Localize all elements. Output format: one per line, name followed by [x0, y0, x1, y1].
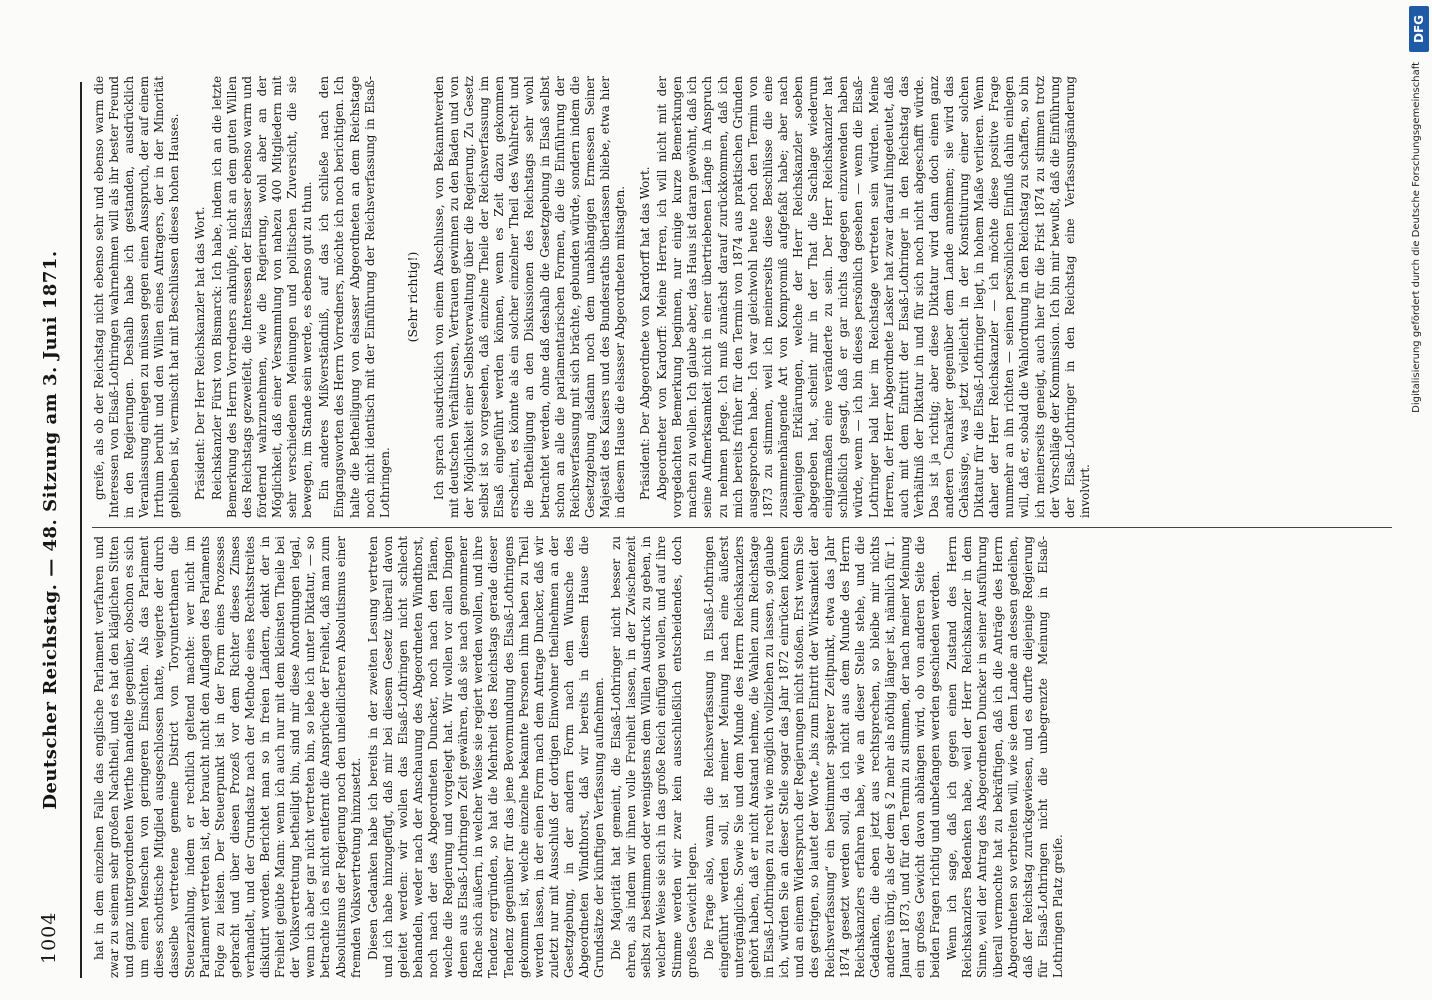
speaker-paragraph-kardorff: Abgeordneter von Kardorff: Meine Herren, ich will nicht mit der vorgedachten Bemerkung beginnen, nur einige kurze Bemerkungen machen zu wollen. Ich glaube aber, das Haus ist daran gewöhnt, daß ich seine Aufmerksamkeit nicht in einer übertriebenen Länge in Anspruch zu nehmen pflege. Ich muß zunächst darauf zurückkommen, daß ich mich bereits früher für den Termin von 1874 aus praktischen Gründen ausgesprochen habe. Ich war gleichwohl heute noch den Termin von 1873 zu stimmen, weil ich meinerseits diese Beschlüsse die eine zusammenhängende Art von Kompromiß aufgefaßt habe; aber nach denjenigen Erklärungen, welche der Herr Reichskanzler soeben abgegeben hat, scheint mir in der That die Sachlage wiederum einigermaßen eine veränderte zu sein. Der Herr Reichskanzler hat schließlich gesagt, daß er gar nichts dagegen einzuwenden haben würde, wenn — ich bin dieses persönlich gesehen — wenn die Elsaß-Lothringer bald hier im Reichstage vertreten sein würden. Meine Herren, der Herr Abgeordnete Lasker hat zwar darauf hingedeutet, daß auch mit dem Eintritt der Elsaß-Lothringer in den Reichstag das Verhältniß der Diktatur in und für sich noch nicht abgeschafft würde. Das ist ja richtig; aber diese Diktatur wird dann doch einen ganz anderen Charakter gegenüber dem Lande annehmen; sie wird das Gehässige, was jetzt vielleicht in der Konstituirung einer solchen Diktatur für die Elsaß-Lothringer liegt, in hohem Maße verlieren. Wenn daher der Herr Reichskanzler — ich möchte diese positive Frage nunmehr an ihn richten — seinen persönlichen Einfluß dahin einlegen will, daß er, sobald die Wahlordnung in den Reichstag zu schaffen, so bin ich meinerseits geneigt, auch hier für die Frist 1874 zu stimmen trotz der Vorschläge der Kommission. Ich bin mir bewußt, daß die Einführung der Elsaß-Lothringer in den Reichstag eine Verfassungsänderung involvirt. [655, 76, 1092, 518]
paragraph: Die Majorität hat gemeint, die Elsaß-Lothringer nicht besser zu ehren, als indem wir ihnen volle Freiheit lassen, in der Zwischenzeit selbst zu bestimmen oder wenigstens dem Willen Ausdruck zu geben, in welcher Weise sie sich in das große Reich einfügen wollen, und auf ihre Stimme werden wir zwar kein ausschließlich entscheidendes, doch großes Gewicht legen. [609, 536, 699, 978]
paragraph: Wenn ich sage, daß ich gegen einen Zustand des Herrn Reichskanzlers Bedenken habe, weil der Herr Reichskanzler in dem Sinne, weil der Antrag des Abgeordneten Duncker in seiner Ausführung überall vermochte hat zu bekräftigen, daß ich die Anträge des Herrn Abgeordneten so verbreiten will, wie sie dem Lande an dessen gedeihen, daß der Reichstag zurückgewiesen, und es durfte diejenige Regierung für Elsaß-Lothringen nicht die unbegrenzte Meinung in Elsaß-Lothringen Platz greife. [945, 536, 1065, 978]
funding-credit: Digitalisierung gefördert durch die Deutsche Forschungsgemeinschaft [1411, 62, 1422, 413]
paragraph: Ich sprach ausdrücklich von einem Abschlusse, von Bekanntwerden mit deutschen Verhältnissen, Vertrauen gewinnen zu den Baden und von der Möglichkeit einer Selbstverwaltung über die Regierung. Zu Gesetz selbst ist so vorgesehen, daß einzelne Theile der Reichsverfassung im Elsaß eingeführt werden können, wenn es Zeit dazu gekommen erscheint, es könnte als ein solcher einzelner Theil des Wahlrecht und die Betheiligung an den Diskussionen des Reichstags sehr wohl betrachtet werden, ohne daß deshalb die Gesetzgebung in Elsaß selbst schon an alle die parlamentarischen Formen, die die Einführung der Reichsverfassung mit sich brächte, gebunden würde, sondern indem die Gesetzgebung alsdann noch dem unabhängigen Ermessen Seiner Majestät des Kaisers und des Bundesraths überlassen bliebe, etwa hier in diesem Hause die elsasser Abgeordneten mitsagten. [431, 76, 627, 518]
running-title: Deutscher Reichstag. — 48. Sitzung am 3. Juni 1871. [40, 250, 61, 810]
page-header [36, 82, 76, 978]
interjection: (Sehr richtig!) [404, 251, 420, 343]
header-rule [80, 82, 82, 978]
dfg-logo: DFG [1409, 6, 1429, 52]
digitization-strip [1408, 0, 1432, 1000]
paragraph: Die Frage also, wann die Reichsverfassung in Elsaß-Lothringen eingeführt werden soll, ist meiner Meinung nach eine äußerst untergängliche. Sowie Sie und dem Munde des Herrn Reichskanzlers gehört haben, daß er nicht Anstand nehme, die Wahlen zum Reichstage in Elsaß-Lothringen zu recht wie möglich vollziehen zu lassen, so glaube ich, würden Sie an dieser Stelle sogar das Jahr 1872 einrücken können und an einem Widerspruch der Regierungen nicht stoßen. Erst wenn Sie des gestrigen, so lautet der Worte „bis zum Eintritt der Wirksamkeit der Reichsverfassung“ ein bestimmter späterer Zeitpunkt, etwa das Jahr 1874 gesetzt werden soll, da ich nicht aus dem Munde des Herrn Reichskanzlers erfahren habe, wie an dieser Stelle stehe, und die Gedanken, die eben jetzt aus rechtsprechen, so bleibe mir nichts anderes übrig, als der dem § 2 mehr als nöthig länger ist, nämlich für 1. Januar 1873, und für den Termin zu stimmen, der nach meiner Meinung ein großes Gewicht davon abhängen wird, ob von anderen Seite die beiden Fragen richtig und unbefangen werden geschieden werden. [701, 536, 943, 978]
column-divider [92, 527, 1392, 528]
speaker-paragraph-bismarck: Reichskanzler Fürst von Bismarck: Ich habe, indem ich an die letzte Bemerkung des Herrn Vorredners anknüpfe, nicht an dem guten Willen des Reichstags gezweifelt, die Interessen der Elsasser ebenso warm und fördernd wahrzunehmen, wie die Regierung, wohl aber an der Möglichkeit, daß einer Versammlung von nahezu 400 Mitgliedern mit sehr verschiedenen Meinungen und politischen Zuversicht, die sie bewegen, im Stande sein werde, es ebenso gut zu thun. [209, 76, 315, 518]
paragraph: hat in dem einzelnen Falle das englische Parlament verfahren und zwar zu seinem sehr großen Nachtheil, und es hat den kläglichen Sitten und ganz untergeordneten Werthe handelte gegenüber, obschon es sich um einen Menschen von geringeren Einsichten. Als das Parlament dieses schottische Mitglied ausgeschlossen hatte, weigerte der durch dasselbe vertretene gemeine District von Toryunterthanen die Steuerzahlung, indem er rechtlich geltend machte: wer nicht im Parlament vertreten ist, der braucht nicht den Auflagen des Parlaments Folge zu leisten. Der Steuerpunkt ist in der Form eines Prozesses gebracht und über diesen Prozeß vor dem Richter dieses Zinses verhandelt, und der Grundsatz nach der Methode eines Rechtsstreites diskutirt worden. Berichtet man so in freien Ländern, denkt der in Freiheit geübte Mann: wenn ich auch nur mit dem kleinsten Theile bei der Volksvertretung betheiligt bin, sind mir diese Anordnungen legal, wenn ich aber gar nicht vertreten bin, so lebe ich unter Diktatur, — so betrachte ich es nicht entfernt die Ansprüche der Freiheit, daß man zum Absolutismus der Regierung noch den unleidlicheren Absolutismus einer fremden Volksvertretung hinzusetzt. [92, 536, 363, 978]
speaker-paragraph-president: Präsident: Der Herr Reichskanzler hat das Wort. [192, 206, 207, 500]
page-number: 1004 [38, 911, 60, 964]
paragraph: greife, als ob der Reichstag nicht ebenso sehr und ebenso warm die Interessen von Elsaß-Lothringen wahrnehmen will als ihr bester Freund in den Regierungen. Deshalb habe ich gestanden, ausdrücklich Veranlassung einlegen zu müssen gegen einen Ausspruch, der auf einem Irrthum beruht und den Willen eines Antragers, der in der Minorität geblieben ist, vermischt hat mit Beschlüssen dieses hohen Hauses. [92, 76, 182, 518]
left-column [92, 536, 1392, 978]
paragraph: Diesen Gedanken habe ich bereits in der zweiten Lesung vertreten und ich habe hinzugefügt, daß mir bei diesem Gesetz überall davon geleitet werden: wir wollen das Elsaß-Lothringen nicht schlecht behandeln, weder nach der Anschauung des Abgeordneten Windthorst, noch nach der des Abgeordneten Duncker, noch nach den Plänen, welche die Regierung und vorgelegt hat. Wir wollen vor allen Dingen denen aus Elsaß-Lothringen Zeit gewähren, daß sie nach genommener Rache sich äußern, in welcher Weise sie regiert werden wollen, und ihre Tendenz ergründen, so hat die Mehrheit des Reichstags gerade dieser Tendenz gegenüber für das jene Bevormundung des Elsaß-Lothringens gekommen ist, welche einzelne bekannte Personen ihm haben zu Theil werden lassen, in der einen Form nach dem Antrage Duncker, daß wir zuletzt nur mit Ausschluß der dortigen Einwohner theilnehmen an der Gesetzgebung, in der andern Form nach dem Wunsche des Abgeordneten Windthorst, daß wir bereits in diesem Hause die Grundsätze der künftigen Verfassung aufnehmen. [365, 536, 607, 978]
speaker-paragraph-president: Präsident: Der Abgeordnete von Kardorff hat das Wort. [638, 166, 653, 500]
right-column [92, 76, 1392, 518]
paragraph: Ein anderes Mißverständniß, auf das ich schließe nach den Eingangsworten des Herrn Vorredners, möchte ich noch berichtigen. Ich halte die Betheiligung von elsasser Abgeordneten an dem Reichstage noch nicht identisch mit der Einführung der Reichsverfassung in Elsaß-Lothringen. [317, 76, 392, 518]
